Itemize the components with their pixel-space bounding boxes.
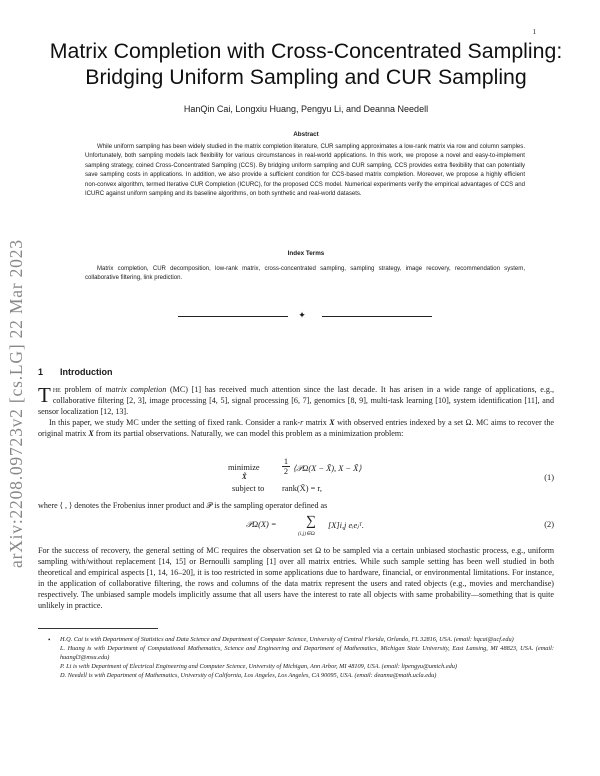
eq1-label: (1): [544, 473, 554, 482]
paragraph-intro: [38, 385, 554, 418]
p2-text-b: matrix: [303, 418, 330, 427]
drop-cap: T: [38, 383, 51, 407]
paper-title: [40, 38, 572, 90]
p2-rank: r: [300, 418, 304, 427]
index-terms-text: Matrix completion, CUR decomposition, low-rank matrix, cross-concentrated sampling, sampling strategy, image recovery, recommendation system, collaborative filtering, link prediction.: [85, 266, 525, 282]
footnote-rule: [38, 628, 158, 629]
eq1-variable: X̃: [242, 473, 247, 481]
footnote-bullet-icon: •: [48, 636, 51, 644]
equation-1: [38, 457, 554, 497]
section-heading: [38, 367, 113, 377]
abstract-text: While uniform sampling has been widely studied in the matrix completion literature, CUR sampling approximates a low-rank matrix via row and column samples. Unfortunately, both sampling models lack flexibility for various circumstances in real-world applications. In this work, we propose a novel and easy-to-implement sampling strategy, coined Cross-Concentrated Sampling (CCS). By bridging uniform sampling and CUR sampling, CCS provides extra flexibility that can potentially save sampling costs in applications. In addition, we also provide a sufficient condition for CCS-based matrix completion. Moreover, we propose a highly efficient non-convex algorithm, termed Iterative CUR Completion (ICURC), for the proposed CCS model. Numerical experiments verify the empirical advantages of CCS and ICURC against uniform sampling and its baseline algorithms, on both synthetic and real-world datasets.: [85, 144, 525, 198]
eq2-lhs: 𝒫Ω(X) =: [246, 520, 277, 529]
eq2-sum-icon: ∑: [306, 514, 316, 529]
eq1-minimize: minimize: [228, 463, 260, 472]
index-terms-heading: Index Terms: [287, 250, 325, 257]
paragraph-operator: where ⟨ , ⟩ denotes the Frobenius inner product and 𝒫 is the sampling operator defined as: [38, 501, 328, 510]
eq1-frac-den: 2: [283, 467, 289, 476]
p1-emphasis: matrix completion: [105, 385, 167, 394]
eq2-rhs: [X]i,j eᵢeⱼᵀ.: [328, 521, 365, 530]
page-number: 1: [532, 28, 536, 36]
divider-diamond-icon: ✦: [298, 311, 306, 321]
title-line-2: Bridging Uniform Sampling and CUR Sampling: [85, 65, 527, 89]
footnote-li: P. Li is with Department of Electrical Engineering and Computer Science, University of Michigan, Ann Arbor, MI 48109, USA. (email: lipengyu@umich.edu): [60, 662, 458, 670]
eq1-constraint: rank(X̃) = r,: [282, 484, 322, 493]
eq1-frac-num: 1: [283, 457, 289, 466]
equation-2: [38, 515, 554, 543]
authors: HanQin Cai, Longxiu Huang, Pengyu Li, and Deanna Needell: [183, 104, 429, 114]
footnote-needell: D. Needell is with Department of Mathematics, University of California, Los Angeles, Los Angeles, CA 90095, USA. (email: deanna@math.ucla.edu): [60, 671, 437, 679]
title-line-1: Matrix Completion with Cross-Concentrated Sampling:: [49, 39, 563, 63]
eq1-subject-to: subject to: [232, 484, 265, 493]
p2-matrix: X: [329, 418, 335, 427]
footnotes: [48, 636, 554, 681]
section-title: Introduction: [60, 367, 113, 377]
p2-text-d: from its partial observations. Naturally, we can model this problem as a minimization problem:: [93, 428, 404, 438]
eq1-fraction: [282, 457, 290, 476]
p2-text-a: In this paper, we study MC under the setting of fixed rank. Consider a rank-: [49, 418, 301, 427]
arxiv-stamp: arXiv:2208.09723v2 [cs.LG] 22 Mar 2023: [6, 239, 26, 568]
eq1-objective: ⟨𝒫Ω(X − X̃), X − X̃⟩: [293, 464, 362, 473]
p2-text-c: with observed entries indexed by a set Ω. MC aims to recover the original matrix: [38, 418, 554, 438]
section-divider: [178, 312, 432, 322]
p2-matrix-2: X: [88, 428, 94, 438]
paragraph-recovery: For the success of recovery, the general setting of MC requires the observation set Ω to be sampled via a certain unbiased stochastic process, e.g., uniform sampling with/without replacement [14, 15] or Bernoulli sampling [1] over all matrix entries. While such sample setting has been well studied in both theoretical and empirical aspects [1, 14, 16–20], it is too restricted in some applications due to hardware, financial, or environmental limitations. For instance, in the application of collaborative filtering, the rows and columns of the data matrix represent the users and rated objects (e.g., movies and merchandise) respectively. The unbiased sample models implicitly assume that all users have the interest to rate all objects with same probability—something that is quite unlikely in practice.: [38, 546, 554, 610]
eq2-sum-index: (i,j)∈Ω: [298, 531, 315, 537]
p1-text-b: (MC) [1] has received much attention since the last decade. It has arisen in a wide range of applications, e.g., collaborative filtering [2, 3], image processing [4, 5], signal processing [6, 7], genomics [8, 9], multi-task learning [10], system identification [11], and sensor localization [12, 13].: [38, 385, 554, 416]
paragraph-setting: [38, 418, 554, 440]
p1-text-a: problem of: [60, 385, 106, 394]
divider-line-right: [322, 316, 432, 317]
abstract-heading: Abstract: [293, 131, 319, 138]
section-number: 1: [38, 367, 44, 377]
divider-line-left: [178, 316, 288, 317]
footnote-cai: H.Q. Cai is with Department of Statistics and Data Science and Department of Computer Science, University of Central Florida, Orlando, FL 32816, USA. (email: hqcai@ucf.edu): [60, 636, 514, 643]
smallcaps-word: he: [52, 385, 61, 394]
footnote-huang: L. Huang is with Department of Computational Mathematics, Science and Engineering and Department of Mathematics, Michigan State University, East Lansing, MI 48823, USA. (email: huangl3@msu.edu): [60, 644, 554, 661]
eq2-label: (2): [544, 520, 554, 529]
